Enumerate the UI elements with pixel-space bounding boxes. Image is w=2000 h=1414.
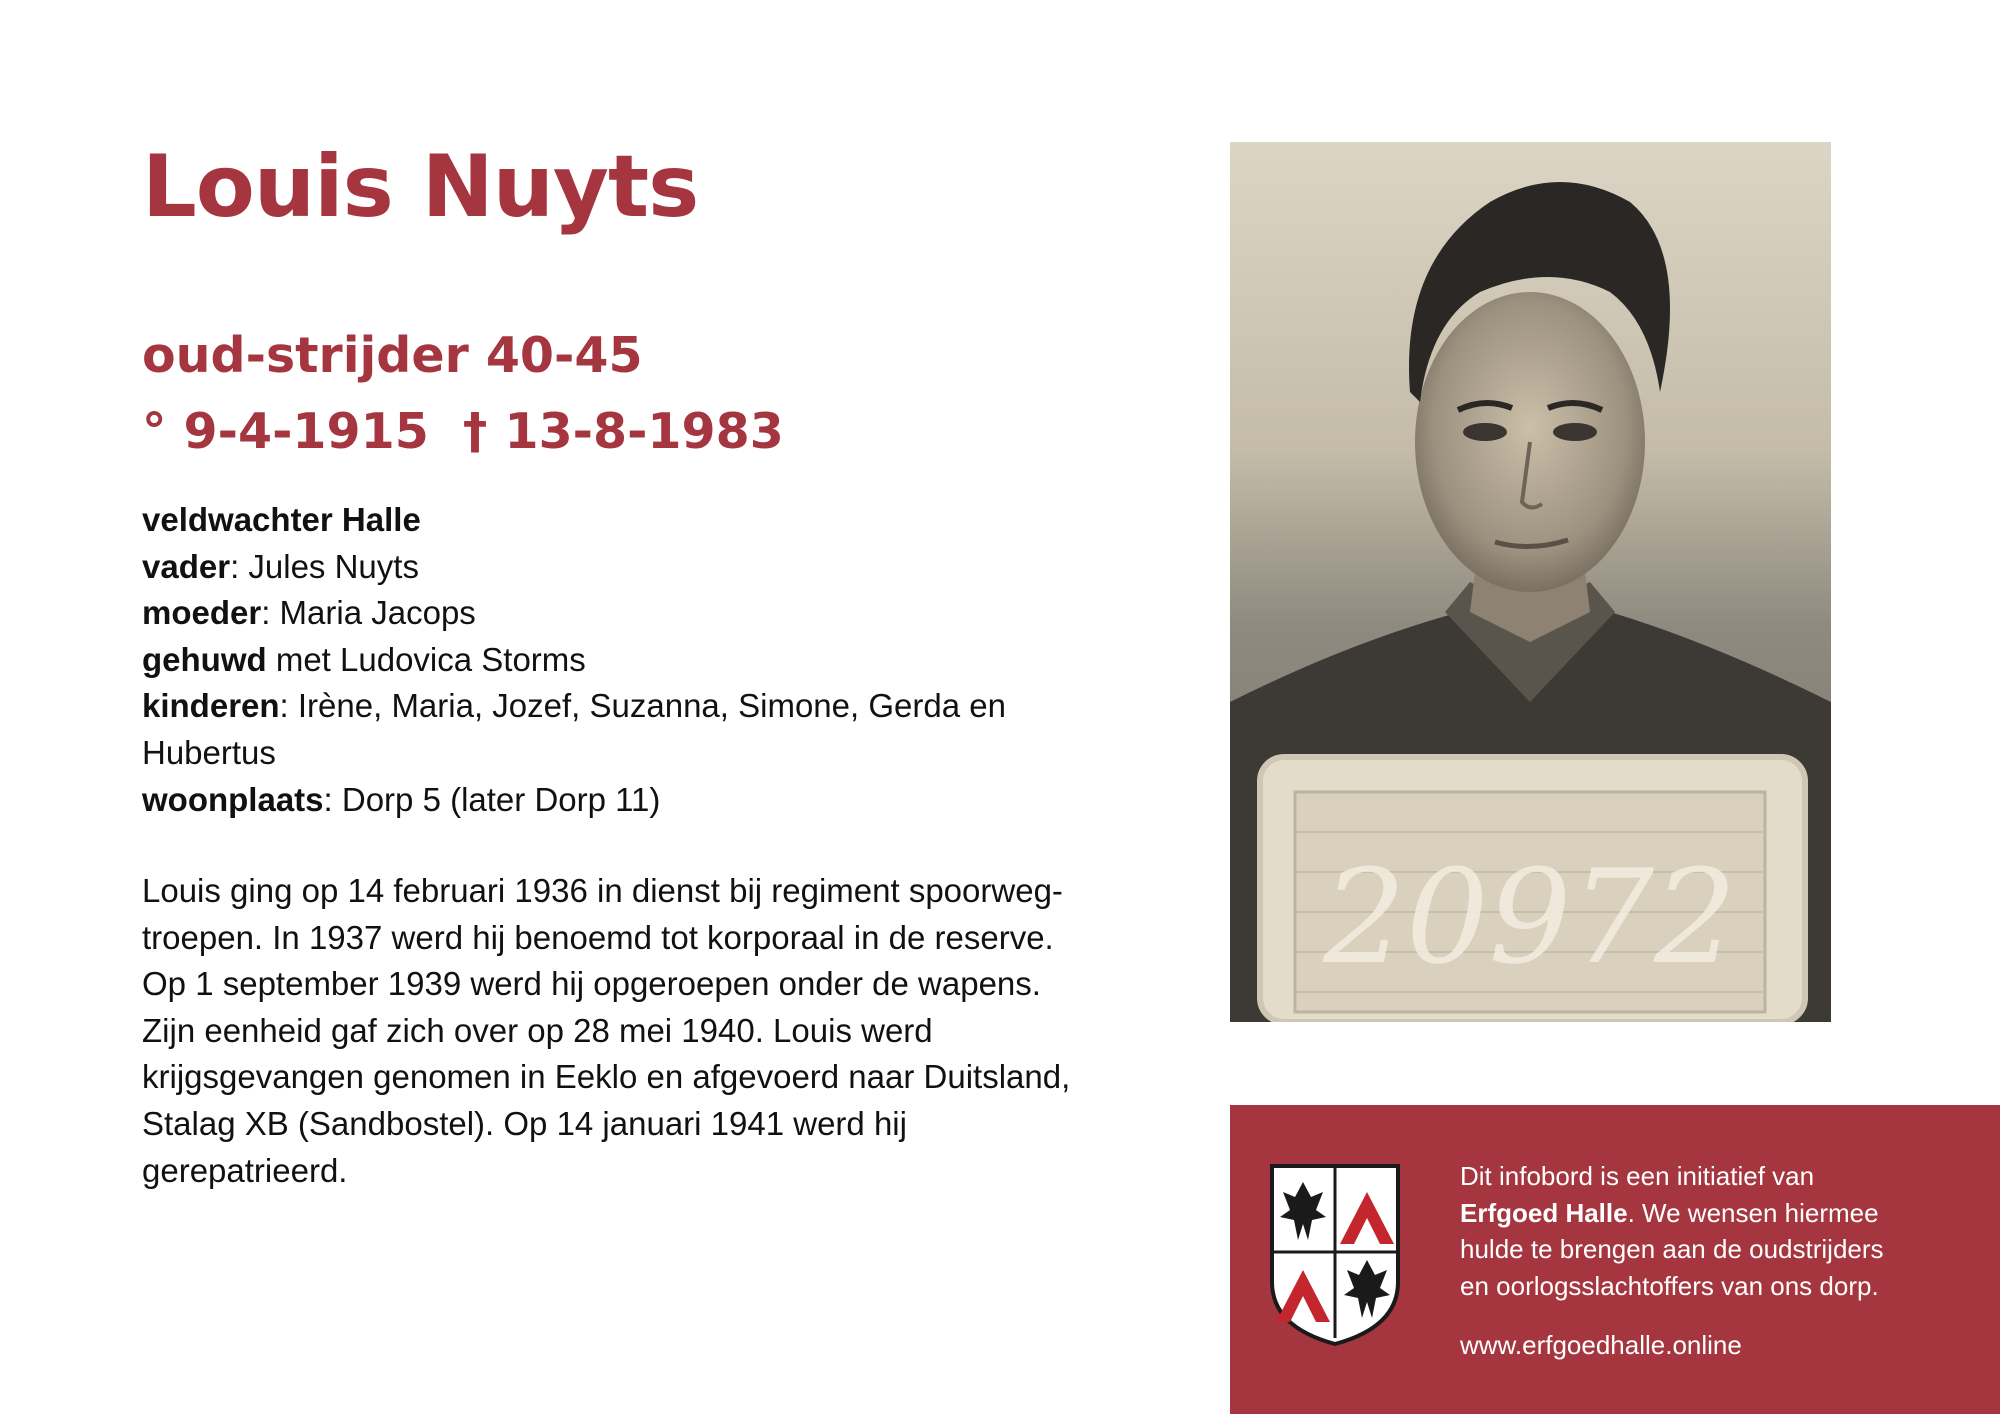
father-label: vader bbox=[142, 547, 231, 585]
occupation-text: veldwachter Halle bbox=[142, 501, 421, 538]
info-line: en oorlogsslachtoffers van ons dorp. bbox=[1460, 1270, 1879, 1301]
mother-value: : Maria Jacops bbox=[261, 594, 476, 632]
mother-label: moeder bbox=[142, 594, 262, 632]
website-link[interactable]: www.erfgoedhalle.online bbox=[1460, 1330, 1742, 1360]
coat-of-arms-icon bbox=[1268, 1162, 1402, 1348]
married-label: gehuwd bbox=[142, 640, 267, 678]
fact-children bbox=[142, 683, 1102, 730]
personal-facts bbox=[142, 497, 1102, 823]
fact-occupation bbox=[142, 497, 1102, 544]
bio-line: Louis ging op 14 februari 1936 in dienst bij regiment spoorweg- bbox=[142, 872, 1063, 909]
subtitle bbox=[142, 318, 784, 470]
residence-value: : Dorp 5 (later Dorp 11) bbox=[323, 780, 661, 818]
info-line-rest: . We wensen hiermee bbox=[1627, 1197, 1879, 1228]
organization-name: Erfgoed Halle bbox=[1460, 1197, 1628, 1228]
children-value: : Irène, Maria, Jozef, Suzanna, Simone, Gerda en bbox=[279, 687, 1006, 725]
fact-children-cont: Hubertus bbox=[142, 733, 276, 771]
bio-line: krijgsgevangen genomen in Eeklo en afgevoerd naar Duitsland, bbox=[142, 1058, 1071, 1096]
portrait-photo bbox=[1230, 142, 1831, 1022]
bio-line: Zijn eenheid gaf zich over op 28 mei 1940. Louis werd bbox=[142, 1011, 933, 1049]
bio-line: gerepatrieerd. bbox=[142, 1151, 348, 1189]
slate-number: 20972 bbox=[1323, 841, 1737, 993]
father-value: : Jules Nuyts bbox=[230, 547, 419, 585]
info-text bbox=[1460, 1158, 1980, 1304]
person-name: Louis Nuyts bbox=[142, 137, 699, 237]
info-line: hulde te brengen aan de oudstrijders bbox=[1460, 1234, 1884, 1264]
children-label: kinderen bbox=[142, 687, 280, 725]
residence-label: woonplaats bbox=[142, 780, 324, 818]
portrait-illustration bbox=[1230, 142, 1831, 1022]
bio-line: Stalag XB (Sandbostel). Op 14 januari 1941 werd hij bbox=[142, 1104, 907, 1142]
info-line bbox=[1460, 1195, 1980, 1232]
fact-married bbox=[142, 637, 1102, 684]
biography bbox=[142, 868, 1102, 1194]
info-line: Dit infobord is een initiatief van bbox=[1460, 1161, 1815, 1191]
info-panel bbox=[1230, 1105, 2000, 1414]
bio-line: troepen. In 1937 werd hij benoemd tot korporaal in de reserve. bbox=[142, 918, 1054, 956]
person-dates: ° 9-4-1915 † 13-8-1983 bbox=[142, 403, 784, 460]
married-value: met Ludovica Storms bbox=[266, 640, 586, 678]
fact-father bbox=[142, 544, 1102, 591]
person-role: oud-strijder 40-45 bbox=[142, 327, 643, 384]
bio-line: Op 1 september 1939 werd hij opgeroepen onder de wapens. bbox=[142, 965, 1041, 1003]
fact-mother bbox=[142, 590, 1102, 637]
fact-residence bbox=[142, 777, 1102, 824]
